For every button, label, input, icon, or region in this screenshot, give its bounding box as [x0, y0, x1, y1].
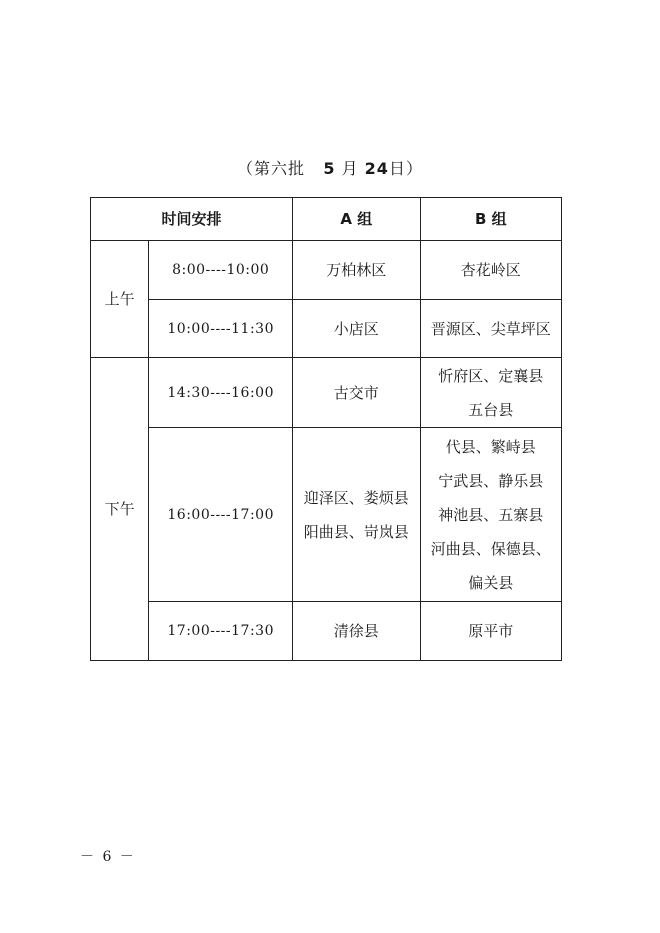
group-b-cell	[420, 241, 561, 300]
title-day: 24	[364, 159, 389, 178]
schedule-table	[90, 197, 562, 661]
group-b-cell	[420, 602, 561, 661]
time-cell: 8:00----10:00	[149, 241, 293, 300]
district-text: 偏关县	[468, 573, 514, 592]
group-b-cell	[420, 428, 561, 602]
district-text: 宁武县、静乐县	[438, 471, 544, 490]
table-row	[91, 602, 562, 661]
header-row	[91, 198, 562, 241]
group-b-cell	[420, 358, 561, 428]
district-text: 阳曲县、岢岚县	[303, 522, 409, 541]
period-morning: 上午	[91, 241, 149, 358]
table-row	[91, 428, 562, 602]
group-a-cell	[293, 602, 421, 661]
title-prefix: （第六批	[237, 159, 306, 178]
header-group-b: B 组	[420, 198, 561, 241]
title-suffix: 日）	[388, 159, 423, 178]
district-text: 万柏林区	[326, 261, 387, 279]
district-text: 河曲县、保德县、	[430, 539, 551, 558]
table-row	[91, 300, 562, 358]
title-month-char: 月	[341, 159, 359, 178]
district-text: 杏花岭区	[460, 261, 521, 279]
period-afternoon: 下午	[91, 358, 149, 661]
batch-title	[0, 156, 660, 179]
district-text: 清徐县	[333, 622, 379, 640]
district-text: 五台县	[468, 400, 514, 419]
district-text: 古交市	[333, 383, 379, 402]
time-cell: 14:30----16:00	[149, 358, 293, 428]
district-text: 代县、繁峙县	[445, 437, 536, 456]
district-text: 晋源区、尖草坪区	[430, 319, 551, 338]
district-text: 小店区	[333, 319, 379, 338]
page-number: － 6 －	[80, 849, 136, 865]
group-a-cell	[293, 428, 421, 602]
group-a-cell	[293, 300, 421, 358]
district-text: 忻府区、定襄县	[438, 366, 544, 385]
time-cell: 17:00----17:30	[149, 602, 293, 661]
time-cell: 16:00----17:00	[149, 428, 293, 602]
title-month: 5	[323, 159, 336, 178]
group-b-cell	[420, 300, 561, 358]
district-text: 迎泽区、娄烦县	[303, 488, 409, 507]
district-text: 神池县、五寨县	[438, 505, 544, 524]
group-a-cell	[293, 241, 421, 300]
header-time: 时间安排	[91, 198, 293, 241]
group-a-cell	[293, 358, 421, 428]
time-cell: 10:00----11:30	[149, 300, 293, 358]
table-row	[91, 358, 562, 428]
header-group-a: A 组	[293, 198, 421, 241]
table-row	[91, 241, 562, 300]
district-text: 原平市	[468, 622, 514, 640]
